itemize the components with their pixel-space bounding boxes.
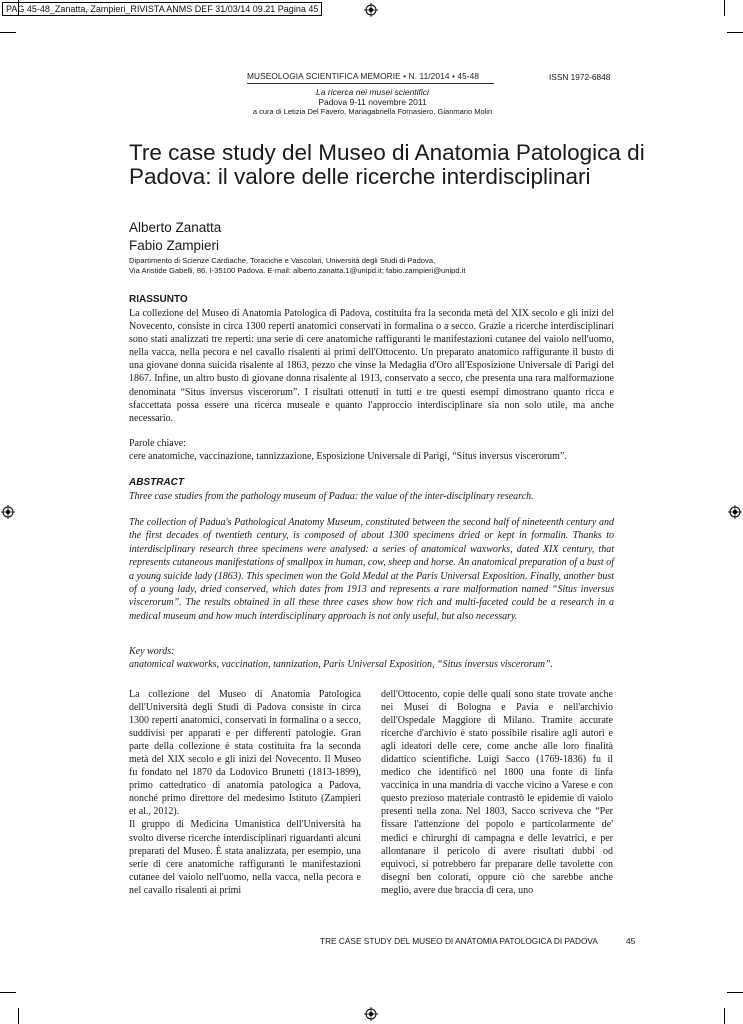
print-slug: PAG 45-48_Zanatta, Zampieri_RIVISTA ANMS DEF 31/03/14 09.21 Pagina 45: [2, 2, 322, 16]
registration-mark-icon: [728, 505, 742, 519]
abstract-text: The collection of Padua's Pathological Anatomy Museum, constituted between the second half of nineteenth century and the first decades of twentieth century, is composed of about 1300 specimens dried or kept in formalin. Thanks to interdisciplinary research three specimens were analysed: a series of anatomical waxworks, dated XIX century, that represents cutaneous manifestations of smallpox in human, cow, sheep and horse. An anatomical preparation of a bust of a young suicide lady (1863). This specimen won the Gold Medal at the Paris Universal Exposition. Finally, another bust of a young lady, dried conserved, which dates from 1913 and represents a rare malformation named “Situs inversus viscerorum”. The results obtained in all these three cases show how rich and multi-faceted could be a research in a medical museum and how much interdisciplinary approach is not only useful, but also necessary.: [129, 517, 614, 622]
registration-mark-icon: [1, 505, 15, 519]
abstract-keywords-label: Key words:: [129, 646, 175, 657]
header-rule: [247, 83, 494, 84]
registration-mark-icon: [364, 3, 378, 17]
body-paragraph: dell'Ottocento, copie delle quali sono state trovate anche nei Musei di Bologna e Pavia e nell'archivio dell'Ospedale Maggiore di Milano. Tramite accurate ricerche d'archivio è stato possibile risalire agli autori e agli ideatori delle cere, come anche alle loro finalità didattico scientifiche. Luigi Sacco (1769-1836) fu il medico che identificò nel 1800 una fonte di linfa vaccinica in una mandria di vacche vicino a Varese e con questo prezioso materiale contrastò le epidemie di vaiolo presenti nella zona. Nel 1803, Sacco scriveva che “Per fissare l'attenzione del popolo e particolarmente de' medici e chirurghi di campagna e delle levatrici, e per allontanare il pericolo di avere risultati dubbi od equivoci, si potrebbero far preparare delle tavolette con disegni ben colorati, oppure ciò che sarebbe anche meglio, avere due braccia di cera, uno: [381, 689, 613, 896]
page-number: 45: [626, 936, 636, 946]
conference-editors: a cura di Letizia Del Favero, Mariagabriella Fornasiero, Gianmario Molin: [252, 107, 493, 116]
body-column-right: [381, 688, 613, 897]
crop-mark: [724, 1008, 725, 1024]
registration-mark-icon: [364, 1007, 378, 1021]
affiliation-address: Via Aristide Gabelli, 86. I-35100 Padova. E-mail: alberto.zanatta.1@unipd.it; fabio.zampieri@unipd.it: [129, 266, 466, 275]
conference-title: La ricerca nei musei scientifici: [316, 87, 429, 97]
abstract-title: Three case studies from the pathology museum of Padua: the value of the inter-disciplinary research.: [129, 491, 534, 502]
body-column-left: [129, 688, 361, 897]
riassunto-keywords: cere anatomiche, vaccinazione, tannizzazione, Esposizione Universale di Parigi, “Situs inversus viscerorum”.: [129, 451, 567, 462]
riassunto-heading: RIASSUNTO: [129, 294, 188, 305]
body-paragraph: Il gruppo di Medicina Umanistica dell'Università ha svolto diverse ricerche interdisciplinari riguardanti alcuni preparati del Museo. È stata analizzata, per esempio, una serie di cere anatomiche raffiguranti le manifestazioni cutanee del vaiolo nell'uomo, nella vacca, nella pecora e nel cavallo risalenti ai primi: [129, 819, 361, 896]
article-title: Tre case study del Museo di Anatomia Patologica di Padova: il valore delle ricerche interdisciplinari: [129, 140, 645, 189]
affiliation: Dipartimento di Scienze Cardiache, Toraciche e Vascolari, Università degli Studi di Padova,: [129, 256, 436, 265]
crop-mark: [727, 992, 743, 993]
body-paragraph: La collezione del Museo di Anatomia Patologica dell'Università degli Studi di Padova consiste in circa 1300 reperti anatomici, conservati in formalina o a secco, suddivisi per apparati e per differenti patologie. Gran parte della collezione è stata costituita fra la seconda metà del XIX secolo e gli inizi del Novecento. Il Museo fu fondato nel 1870 da Lodovico Brunetti (1813-1899), primo cattedratico di anatomia patologica a Padova, nonché primo direttore del medesimo Istituto (Zampieri et al., 2012).: [129, 689, 361, 818]
crop-mark: [724, 0, 725, 16]
crop-mark: [0, 32, 16, 33]
abstract-keywords: anatomical waxworks, vaccination, tannization, Paris Universal Exposition, “Situs inversus viscerorum”.: [129, 659, 554, 670]
crop-mark: [727, 32, 743, 33]
issn: ISSN 1972-6848: [549, 72, 611, 82]
author-name: Fabio Zampieri: [129, 238, 220, 253]
crop-mark: [0, 992, 16, 993]
author-name: Alberto Zanatta: [129, 220, 222, 235]
riassunto-text: La collezione del Museo di Anatomia Patologica di Padova, costituita fra la seconda metà del XIX secolo e gli inizi del Novecento, consiste in circa 1300 reperti anatomici conservati in formalina o a secco. Grazie a ricerche interdisciplinari sono stati analizzati tre reperti: una serie di cere anatomiche raffiguranti le manifestazioni cutanee del vaiolo nell'uomo, nella vacca, nella pecora e nel cavallo risalenti ai primi dell'Ottocento. Un preparato anatomico raffigurante il busto di una giovane donna suicida risalente al 1863, pezzo che vinse la Medaglia d'Oro all'Esposizione Universale di Parigi del 1867. Infine, un altro busto di giovane donna risalente al 1913, conservato a secco, che presenta una rara malformazione denominata “Situs inversus viscerorum”. I risultati ottenuti in tutti e tre questi esempi dimostrano quanto ricca e sfaccettata possa essere una ricerca museale e quanto l'approccio interdisciplinare sia non solo utile, ma anche necessario.: [129, 308, 614, 424]
crop-mark: [18, 1008, 19, 1024]
riassunto-keywords-label: Parole chiave:: [129, 438, 186, 449]
abstract-heading: ABSTRACT: [129, 477, 184, 488]
running-title: TRE CASE STUDY DEL MUSEO DI ANATOMIA PATOLOGICA DI PADOVA: [320, 936, 598, 946]
conference-place: Padova 9-11 novembre 2011: [318, 97, 427, 107]
journal-header: MUSEOLOGIA SCIENTIFICA MEMORIE • N. 11/2014 • 45-48: [247, 71, 480, 81]
